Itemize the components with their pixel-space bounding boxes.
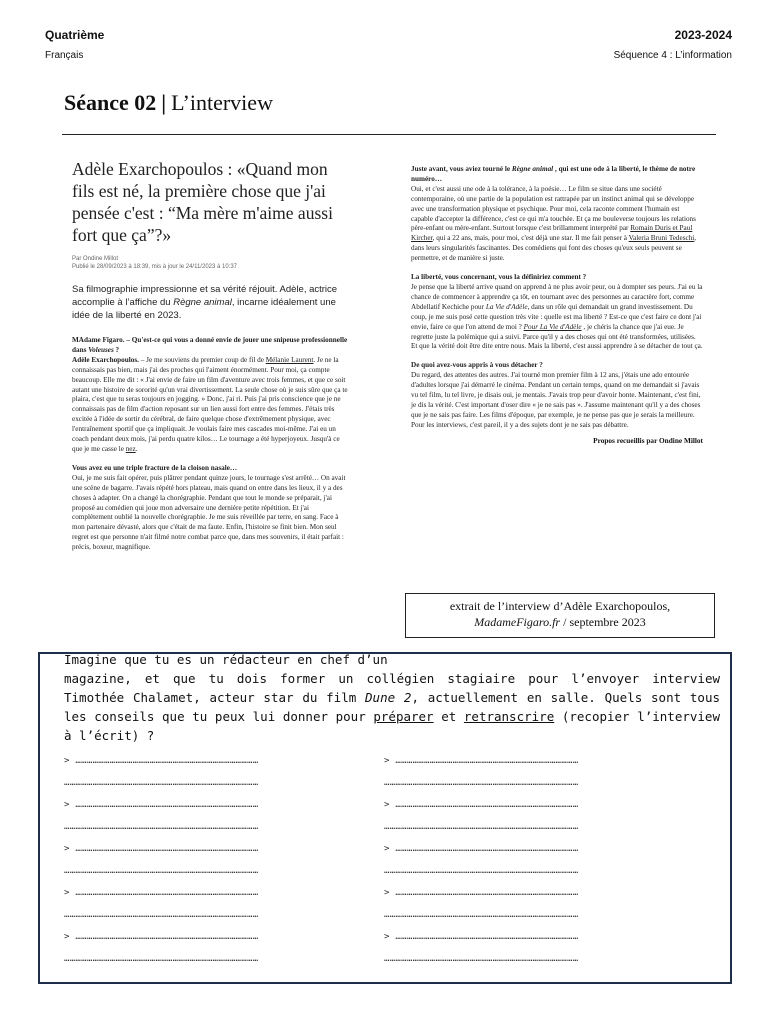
answer-3-text: Oui, et c'est aussi une ode à la tolérance, à la poésie… Le film se situe dans une société contemporaine, où une partie de la population est rattrapée par un instinct animal qui se développe avec une transformation physique et psychique. Pour moi, cela raconte comment l'humain est capable d'accepter la différence, c'est ce qui m'a touchée. Et ça me bouleverse toujours les relations père-enfant ou mère-enfant. Surtout lorsque c'est brillamment interprété par — [411, 184, 696, 233]
seance-number: Séance 02 — [64, 90, 157, 115]
header-left — [45, 28, 104, 62]
question-3-text: Juste avant, vous aviez tourné le — [411, 165, 512, 173]
question-5: De quoi avez-vous appris à vous détacher ? — [411, 361, 543, 370]
article-intro — [72, 283, 350, 322]
answer-1-speaker: Adèle Exarchopoulos. — [72, 355, 139, 364]
answer-4-text-3: , je chéris la chance que j'ai eue. Je regrette juste la polémique qui a suivi. Parce qu'il y a des choses qui ont été transformées, utilisées. Et que la vérité doit être dite entre nous. Mais la liberté, c'est aussi apprendre à se détacher de tout ça. — [411, 322, 703, 351]
answer-line[interactable]: ………………………………………………………………………………………… — [64, 954, 259, 964]
answer-lines-left — [64, 754, 370, 974]
article-headline: Adèle Exarchopoulos : «Quand mon fils est né, la première chose que j'ai pensée c'est : “Ma mère m'aime aussi fort que ça”?» — [72, 159, 333, 245]
prompt-text-3: et — [433, 709, 464, 724]
question-3-film: Règne animal — [511, 165, 554, 173]
answer-3-text-3: , dans leurs singularités fascinantes. Des comédiens qui font des choses qu'eux seuls peuvent se permettre, et de manière si juste. — [411, 234, 697, 263]
subject: Français — [45, 50, 84, 61]
title-divider — [62, 134, 716, 135]
answer-line-bullet[interactable]: > …………………………………………………………………………………… — [64, 844, 259, 854]
question-3-end: , qui est une ode à la liberté, le thème de notre numéro… — [411, 165, 696, 183]
sequence-label: Séquence 4 : L’information — [613, 50, 732, 61]
answer-3 — [411, 185, 703, 264]
prompt-verb-transcribe: retranscrire — [463, 709, 555, 724]
page-title — [64, 90, 273, 116]
answer-1-end: . — [135, 444, 138, 453]
answer-line[interactable]: ………………………………………………………………………………………… — [384, 954, 579, 964]
intro-part-2: , incarne idéalement une idée de la liberté en 2023. — [72, 297, 336, 321]
class-level: Quatrième — [45, 28, 105, 42]
answer-1-text: – Je me souviens du premier coup de fil de — [138, 355, 266, 364]
prompt-film: Dune 2 — [365, 690, 412, 705]
prompt-text-4: (recopier l’interview à l’écrit) ? — [64, 709, 720, 743]
answer-2: Oui, je me suis fait opérer, puis plâtrer pendant quinze jours, le tournage s'est arrêté… On avait une scène de bagarre. J'avais répété hors plateau, mais quand on entre dans les lieux, il y a des choses à adapter. On a changé la chorégraphie. Pendant que tout le monde se préparait, j'ai proposé au comédien qui joue mon adversaire une dernière petite répétition. Et j'ai complètement oublié la nouvelle chorégraphie. Je me suis réveillée par terre, en sang. Face à mon partenaire dévasté, alors que c'était de ma faute. Enfin, l'histoire se finit bien. Mon seul regret est que personne n'ait filmé notre combat parce que, dans mes souvenirs, il était parfait : précis, boxeur, magnifique. — [72, 473, 346, 552]
caption-date: / septembre 2023 — [560, 615, 646, 629]
question-1-film: Voleuses — [88, 345, 114, 354]
answer-line[interactable]: ………………………………………………………………………………………… — [64, 778, 259, 788]
answer-line-bullet[interactable]: > …………………………………………………………………………………… — [64, 888, 259, 898]
answer-3-link-actress[interactable]: Valeria Bruni Tedeschi — [628, 234, 695, 243]
seance-topic: L’interview — [171, 90, 273, 115]
caption-source: MadameFigaro.fr — [474, 615, 561, 629]
question-2: Vous avez eu une triple fracture de la cloison nasale… — [72, 463, 238, 472]
article-right-column — [411, 165, 703, 445]
answer-4-text: Je pense que la liberté arrive quand on apprend à ne plus avoir peur, ou à dompter ses peurs. J'ai eu la chance de commencer à apprendre ça tôt, en tournant avec des personnes au caractère fort, comme Abdellatif Kechiche pour — [411, 282, 703, 311]
answer-line[interactable]: ………………………………………………………………………………………… — [384, 822, 579, 832]
answer-line-bullet[interactable]: > …………………………………………………………………………………… — [64, 932, 259, 942]
answer-line-bullet[interactable]: > …………………………………………………………………………………… — [64, 756, 259, 766]
answer-1-link-nez[interactable]: nez — [125, 444, 136, 453]
byline-author: Par Ondine Millot — [72, 256, 119, 262]
answer-4-film: La Vie d'Adèle — [485, 302, 528, 311]
article-signature: Propos recueillis par Ondine Millot — [593, 435, 703, 445]
answer-line-bullet[interactable]: > …………………………………………………………………………………… — [384, 756, 579, 766]
caption-line-2 — [406, 614, 714, 630]
answer-line[interactable]: ………………………………………………………………………………………… — [64, 866, 259, 876]
answer-1 — [72, 356, 350, 455]
school-year: 2023-2024 — [674, 28, 732, 42]
source-caption — [405, 593, 715, 638]
answer-line-bullet[interactable]: > …………………………………………………………………………………… — [384, 800, 579, 810]
answer-1-link-name[interactable]: Mélanie Laurent — [265, 355, 314, 364]
answer-line[interactable]: ………………………………………………………………………………………… — [64, 910, 259, 920]
question-3 — [411, 165, 703, 185]
answer-line[interactable]: ………………………………………………………………………………………… — [64, 822, 259, 832]
intro-part-1: Sa filmographie impressionne et sa vérité réjouit. Adèle, actrice accomplie à l’affiche du — [72, 284, 338, 308]
intro-film-title: Règne animal — [173, 297, 232, 308]
header-right — [614, 28, 732, 62]
prompt-body — [64, 669, 720, 745]
caption-line-1: extrait de l’interview d’Adèle Exarchopoulos, — [449, 599, 671, 613]
question-4: La liberté, vous concernant, vous la définiriez comment ? — [411, 273, 587, 282]
answer-line[interactable]: ………………………………………………………………………………………… — [384, 866, 579, 876]
prompt-line-1: Imagine que tu es un rédacteur en chef d’un — [64, 652, 388, 667]
answer-4-link-film[interactable]: Pour La Vie d'Adèle — [523, 322, 582, 331]
question-1-text: MAdame Figaro. – Qu'est-ce qui vous a donné envie de jouer une snipeuse professionnelle dans — [72, 336, 348, 354]
byline-date: Publié le 28/09/2023 à 18:39, mis à jour le 24/11/2023 à 10:37 — [72, 264, 238, 270]
answer-line-bullet[interactable]: > …………………………………………………………………………………… — [384, 932, 579, 942]
answer-line-bullet[interactable]: > …………………………………………………………………………………… — [384, 844, 579, 854]
article-byline — [72, 255, 350, 271]
question-1 — [72, 336, 350, 356]
article-left-column — [72, 158, 350, 553]
question-1-end: ? — [113, 345, 120, 354]
answer-line-bullet[interactable]: > …………………………………………………………………………………… — [384, 888, 579, 898]
prompt-text-1: magazine, et que tu dois former un collégien stagiaire pour l’envoyer interview Timothée Chalamet, acteur star du film — [64, 671, 720, 705]
answer-3-text-2: , qui a 22 ans, mais, pour moi, c'est déjà une star. Il me fait penser à — [432, 234, 629, 243]
exercise-prompt — [64, 650, 720, 745]
prompt-text-2: , actuellement en salle. Quels sont tous les conseils que tu peux lui donner pour — [64, 690, 721, 724]
title-separator: | — [161, 90, 167, 115]
answer-1-text-2: . Je ne la connaissais pas bien, mais j'ai des proches qui l'aiment énormément. Pour moi, ça compte beaucoup. Elle me dit : « J'ai envie de faire un film d'aventure avec trois femmes, et que ce soit autant une histoire de sororité qu'un vrai divertissement. La seule chose où je suis sûre que ça te plaira, c'est que tu seras toujours en jogging. » Donc, j'ai ri. Puis j'ai pris conscience que je ne connaissais pas de film d'action reposant sur un lien aussi fort entre des femmes. J'étais très excitée à l'idée de sortir du cérébral, de faire quelque chose d'extrêmement physique, avec l'entraînement sportif que ça impliquait. Je voulais faire mes cascades moi-même. J'ai eu un coach pendant deux mois, j'ai perdu quatre kilos… Le tournage a été hyperjoyeux. Jusqu'à ce que je me casse le — [72, 355, 348, 453]
answer-line-bullet[interactable]: > …………………………………………………………………………………… — [64, 800, 259, 810]
interview-body-left — [72, 336, 350, 553]
answer-4 — [411, 283, 703, 352]
answer-line[interactable]: ………………………………………………………………………………………… — [384, 778, 579, 788]
answer-4-text-2: , dans un rôle qui demandait un grand investissement. Du coup, je me suis posé cette question très vite : quelle est ma liberté ? Est-ce que c'est faire ce dont j'ai envie, faire ce que l'on attend de moi ? — [411, 302, 702, 331]
answer-line[interactable]: ………………………………………………………………………………………… — [384, 910, 579, 920]
answer-5: Du regard, des attentes des autres. J'ai tourné mon premier film à 12 ans, j'étais une ado entourée d'adultes lorsque j'ai démarré le cinéma. Pendant un certain temps, quand on me demandait si j'avais vu tel film, lu tel livre, je disais oui, je mentais. J'avais trop peur d'avoir honte. Maintenant, c'est fini, je dis la vérité. C'est important d'oser dire « je ne sais pas ». J'assume maintenant qu'il y a des choses que je ne sais pas faire. Les films d'époque, par exemple, je ne pense pas que je serais la meilleure. Pour les interviews, c'est pareil, il y a des sujets dont je ne sais pas débattre. — [411, 371, 701, 429]
interview-body-right — [411, 165, 703, 431]
answer-3-link-actors[interactable]: Romain Duris et Paul Kircher — [411, 224, 693, 243]
prompt-verb-prepare: préparer — [373, 709, 434, 724]
answer-lines-right — [384, 754, 690, 974]
